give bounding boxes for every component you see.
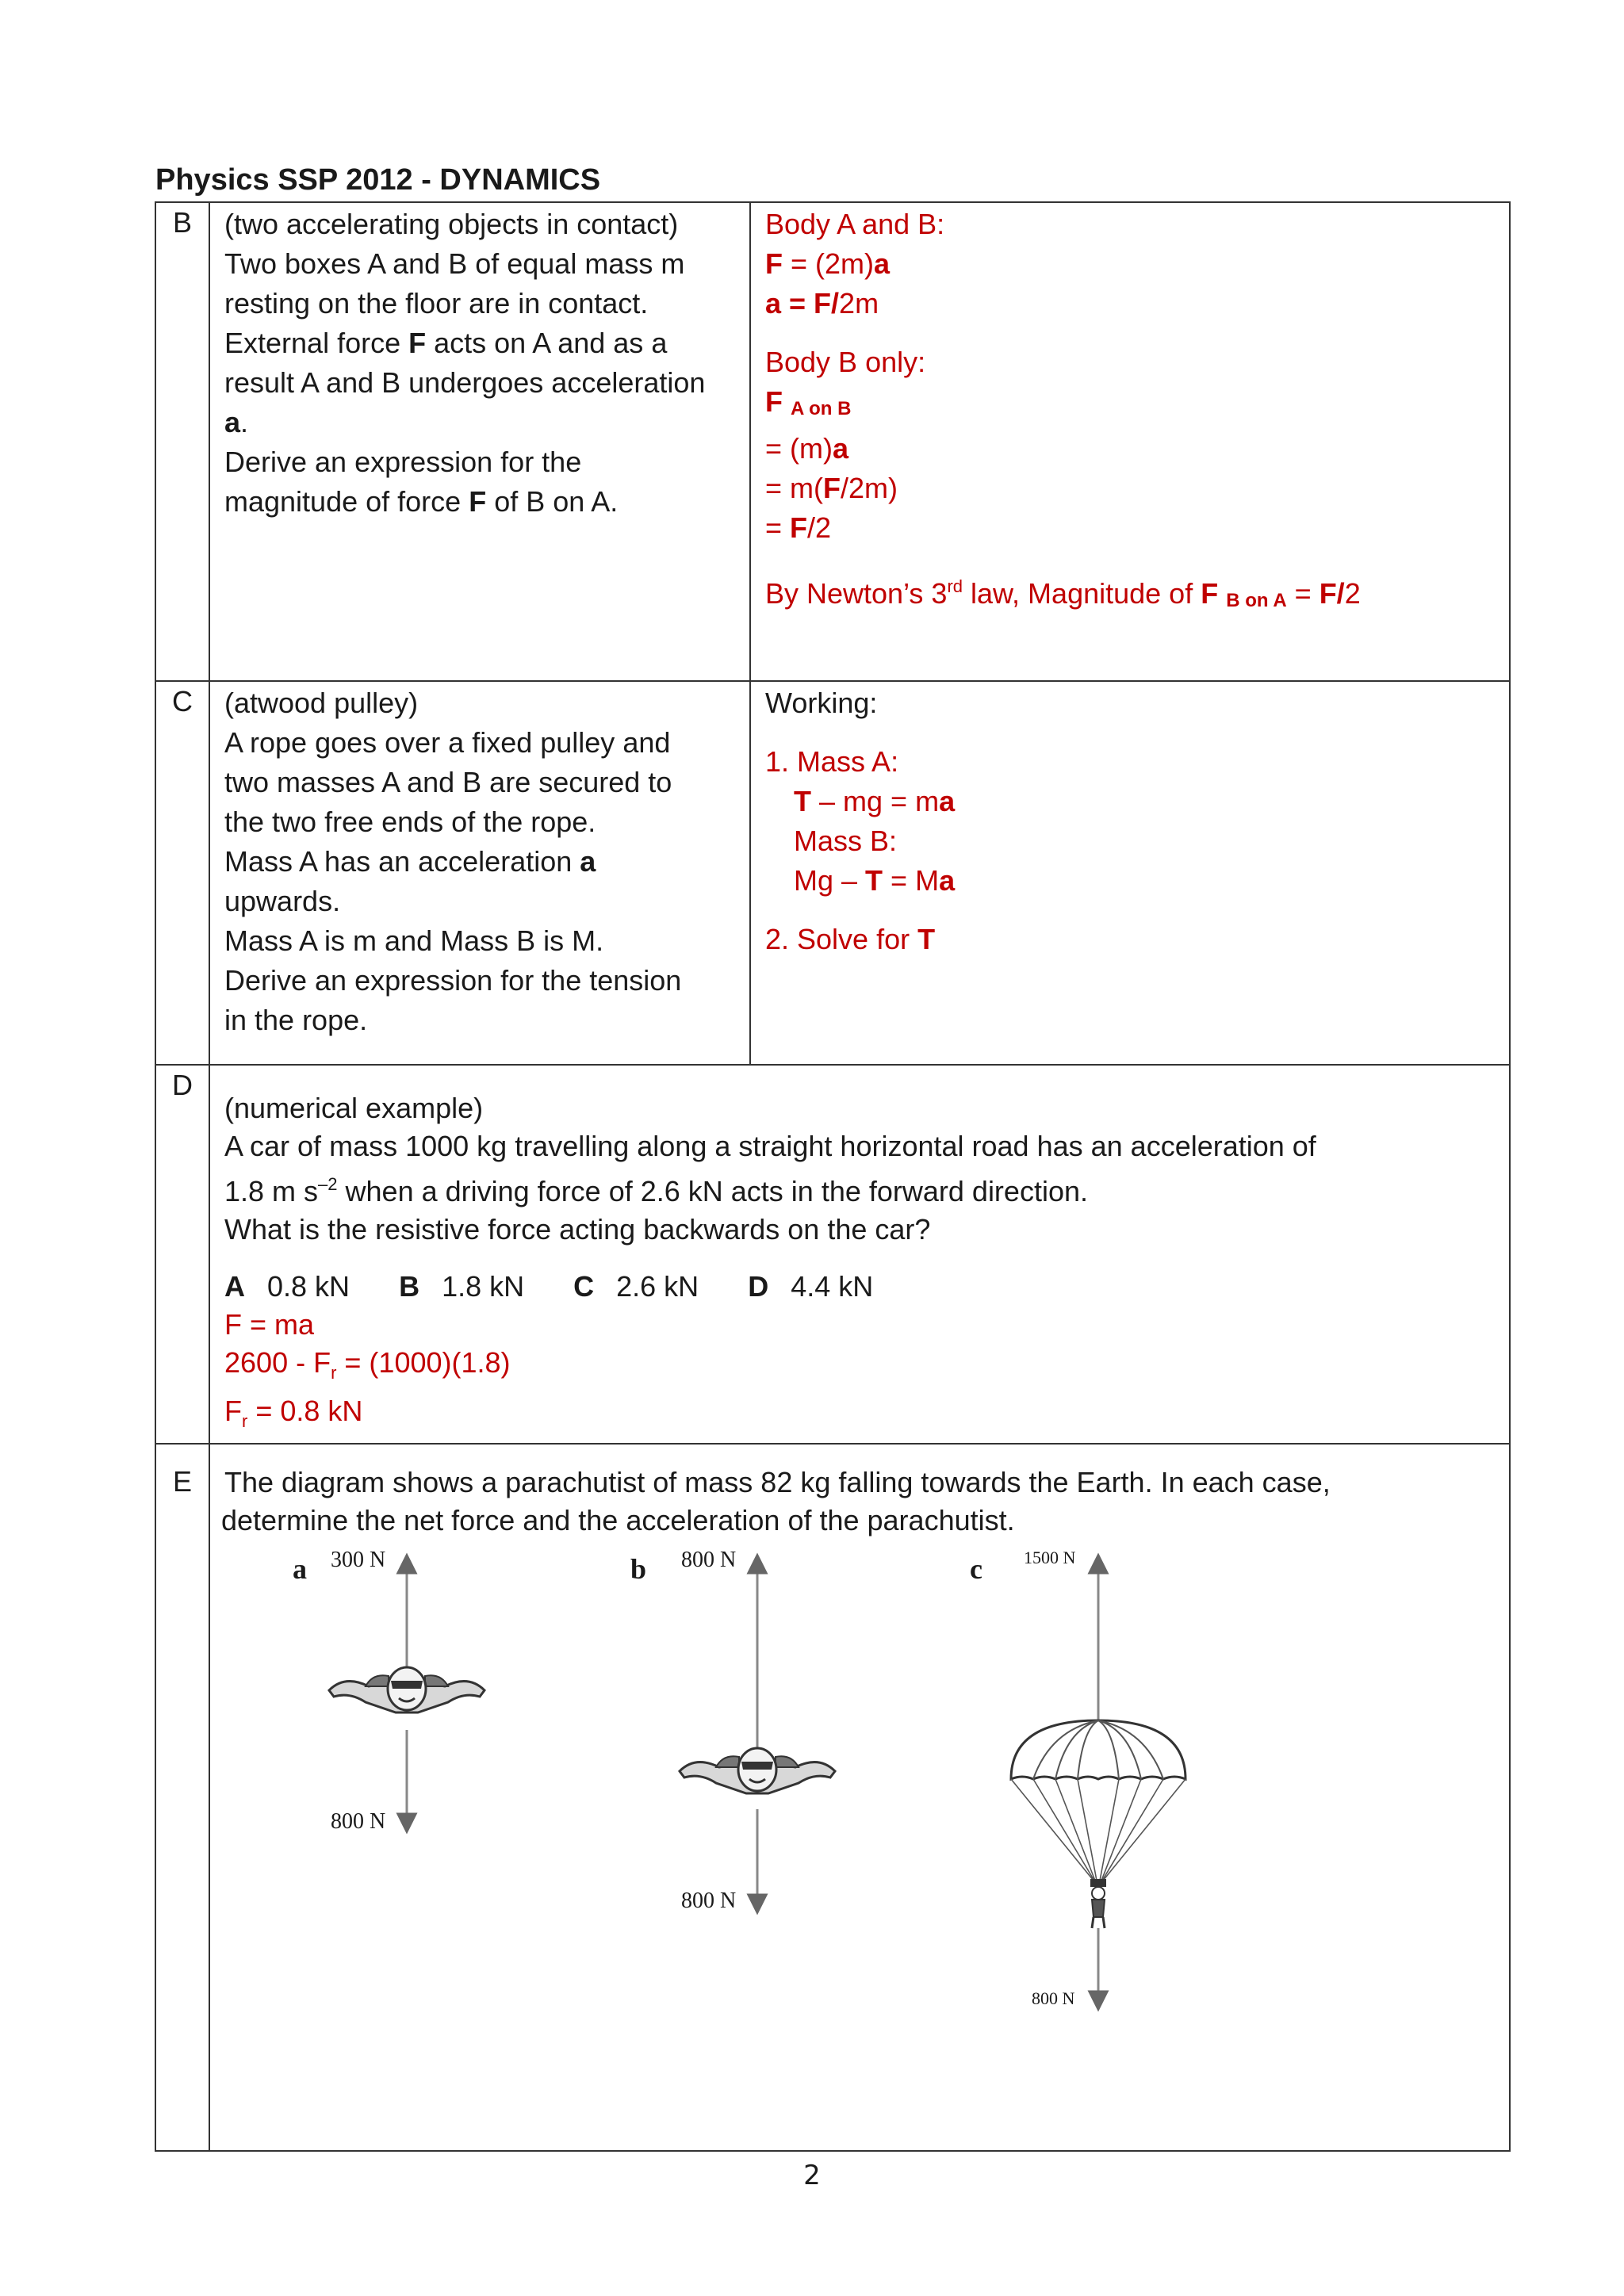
question-c: (atwood pulley) A rope goes over a fixed pulley and two masses A and B are secured to the two free ends of the rope. Mass A has an acceleration a upwards. Mass A is m and Mass B is M. Derive an expression for the tension in the rope. (209, 681, 750, 1065)
row-label-b: B (155, 202, 209, 681)
force-label-c-up: 1500 N (1024, 1548, 1076, 1567)
table-row-d (155, 1065, 1510, 1444)
option-c: C 2.6 kN (573, 1270, 699, 1303)
page-number: 2 (803, 2160, 821, 2191)
force-label-c-down: 800 N (1032, 1988, 1075, 2008)
diagram-label-c: c (970, 1553, 982, 1585)
table-row-b (155, 202, 1510, 681)
option-a: A 0.8 kN (224, 1270, 350, 1303)
question-b: (two accelerating objects in contact) Two boxes A and B of equal mass m resting on the floor are in contact. External force F acts on A and as a result A and B undergoes acceleration a. Derive an expression for the magnitude of force F of B on A. (209, 202, 750, 681)
skydiver-b (680, 1563, 835, 1904)
answer-c: Working: 1. Mass A: T – mg = ma Mass B: Mg – T = Ma 2. Solve for T (750, 681, 1510, 1065)
option-d: D 4.4 kN (748, 1270, 874, 1303)
table-row-c (155, 681, 1510, 1065)
option-b: B 1.8 kN (399, 1270, 525, 1303)
diagram-label-b: b (630, 1553, 647, 1585)
diagram-label-a: a (293, 1553, 307, 1585)
parachutist-diagrams (210, 1540, 1509, 2150)
force-label-a-up: 300 N (331, 1548, 386, 1572)
row-label-d: D (155, 1065, 209, 1444)
parachute-c (1011, 1563, 1185, 2001)
page-title: Physics SSP 2012 - DYNAMICS (155, 163, 601, 197)
dynamics-table (155, 201, 1511, 2152)
question-e: The diagram shows a parachutist of mass 82 kg falling towards the Earth. In each case, determine the net force and the acceleration of the parachutist. a 300 N 800 N b 800 N 800 N c 1500 N 800 N (209, 1444, 1510, 2151)
force-label-b-up: 800 N (681, 1548, 737, 1572)
force-label-b-down: 800 N (681, 1888, 737, 1913)
table-row-e (155, 1444, 1510, 2151)
answer-b: Body A and B: F = (2m)a a = F/2m Body B only: F A on B = (m)a = m(F/2m) = F/2 By Newton’s 3rd law, Magnitude of F B on A = F/2 (750, 202, 1510, 681)
skydiver-a (329, 1563, 485, 1823)
answer-options (224, 1268, 1495, 1306)
row-label-c: C (155, 681, 209, 1065)
row-label-e: E (155, 1444, 209, 2151)
question-d: (numerical example) A car of mass 1000 kg travelling along a straight horizontal road has an acceleration of 1.8 m $s^{-2}$ when a driving force of 2.6 kN acts in the forward direction. What is the resistive force acting backwards on the car? A 0.8 kN B 1.8 kN C 2.6 kN D 4.4 kN F = ma $2600 - F_r = (1000)(1.8)$ $F_r = 0.8$ kN (209, 1065, 1510, 1444)
diagram-figures (210, 1540, 1563, 2150)
force-label-a-down: 800 N (331, 1809, 386, 1834)
